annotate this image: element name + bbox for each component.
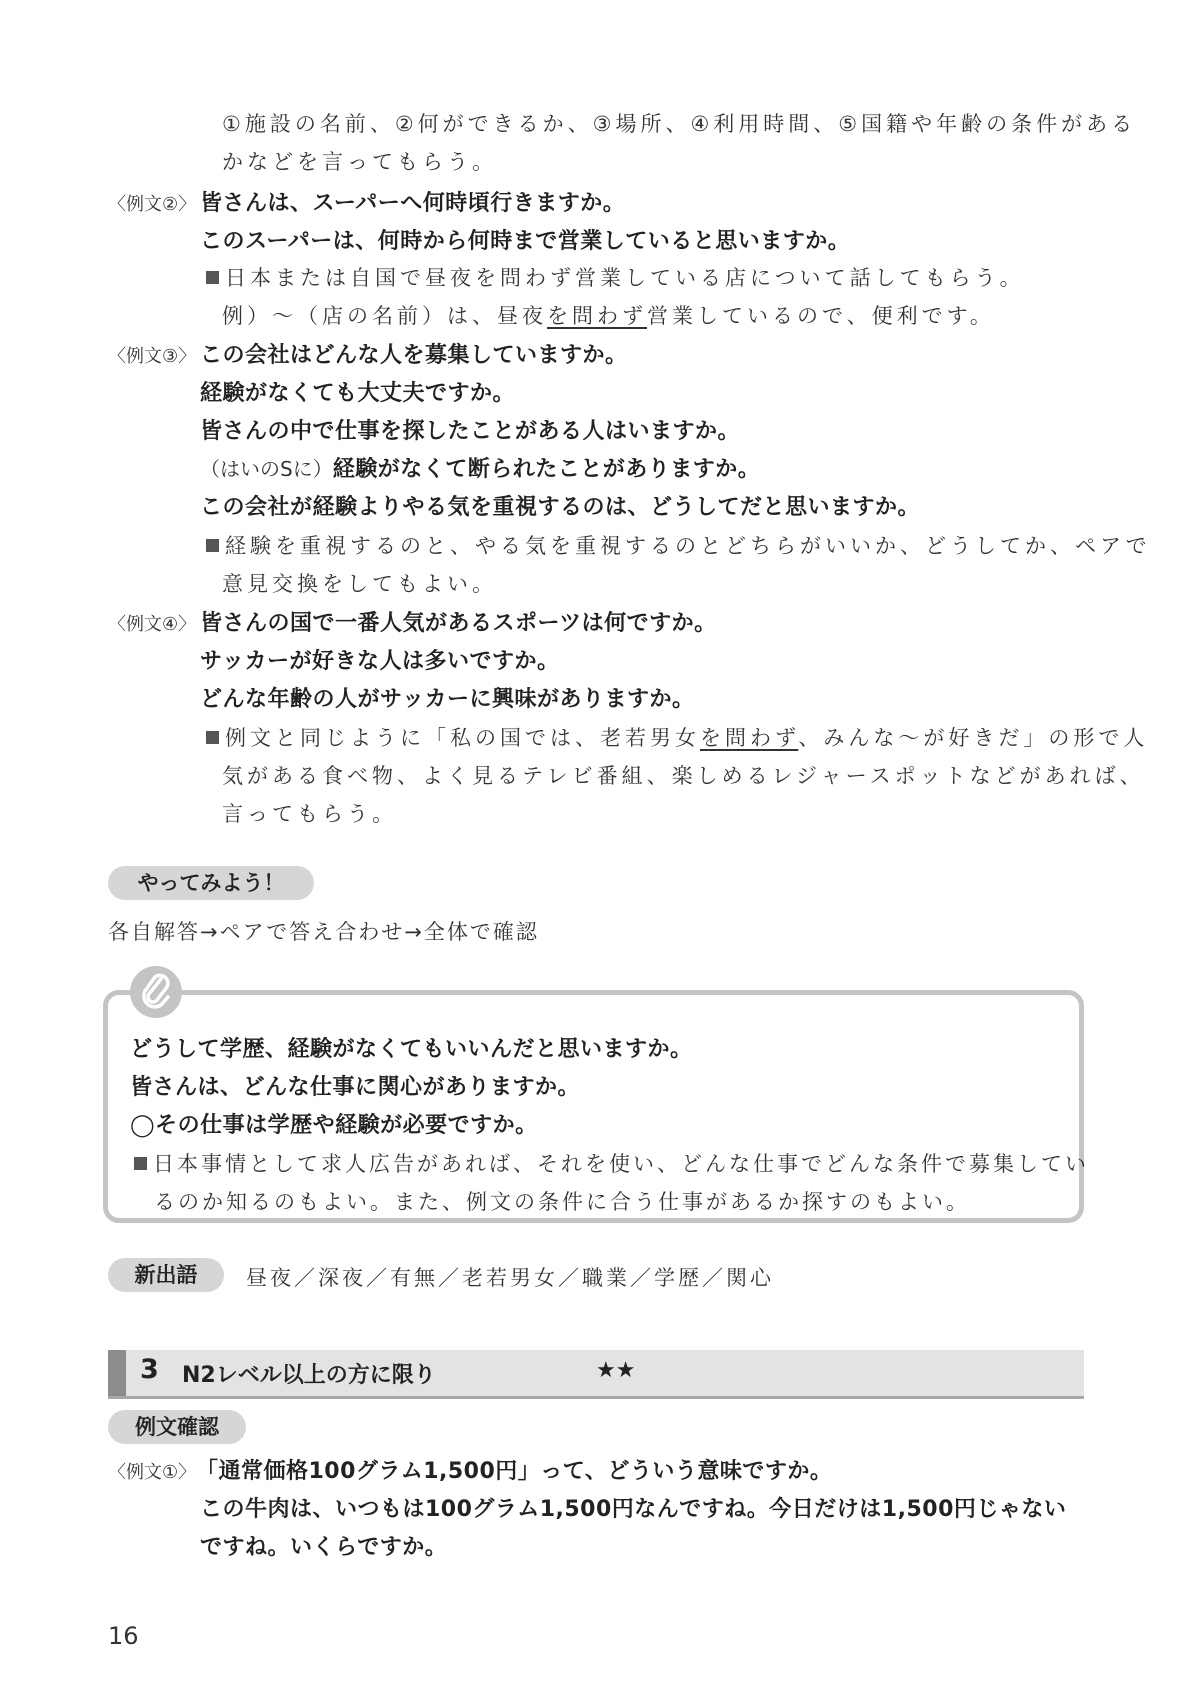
section-title: N2レベル以上の方に限り <box>182 1363 436 1388</box>
page-number: 16 <box>108 1622 139 1650</box>
s3-example-1-question-3: ですね。いくらですか。 <box>200 1535 448 1560</box>
example-3-note-1-text: 経験を重視するのと、やる気を重視するのとどちらがいいか、どうしてか、ペアで <box>225 534 1151 558</box>
note-text: 例）～（店の名前）は、昼夜 <box>222 304 547 328</box>
example-2-note-1-text: 日本または自国で昼夜を問わず営業している店について話してもらう。 <box>225 266 1025 290</box>
intro-note-line-1: ①施設の名前、②何ができるか、③場所、④利用時間、⑤国籍や年齢の条件がある <box>222 112 1137 136</box>
s3-example-1-label: 〈例文①〉 <box>108 1462 197 1483</box>
try-it-steps: 各自解答→ペアで答え合わせ→全体で確認 <box>108 920 539 944</box>
note-text: 、みんな～が好きだ」の形で人 <box>798 726 1149 750</box>
box-question-3: ◯その仕事は学歴や経験が必要ですか。 <box>130 1113 538 1138</box>
section-number: 3 <box>140 1354 159 1385</box>
example-3-question-2: 経験がなくても大丈夫ですか。 <box>200 381 516 406</box>
box-note-2: るのか知るのもよい。また、例文の条件に合う仕事があるか探すのもよい。 <box>154 1190 970 1214</box>
note-text: 例文と同じように「私の国では、老若男女 <box>225 726 700 750</box>
example-3-question-1: この会社はどんな人を募集していますか。 <box>200 343 628 368</box>
vocab-badge: 新出語 <box>108 1258 224 1292</box>
example-4-label: 〈例文④〉 <box>108 614 197 635</box>
paperclip-icon-graphic <box>130 966 182 1018</box>
intro-note-line-2: かなどを言ってもらう。 <box>222 150 497 174</box>
note-text: 営業しているので、便利です。 <box>647 304 995 328</box>
section-header <box>108 1350 1084 1399</box>
difficulty-stars: ★★ <box>596 1358 636 1383</box>
s3-example-1-question-2: この牛肉は、いつもは100グラム1,500円なんですね。今日だけは1,500円じゃない <box>200 1497 1067 1522</box>
square-bullet-icon <box>206 539 219 552</box>
question-prefix: （はいのSに） <box>200 457 333 481</box>
example-4-note-2: 気がある食べ物、よく見るテレビ番組、楽しめるレジャースポットなどがあれば、 <box>222 764 1145 788</box>
example-4-note-3: 言ってもらう。 <box>222 802 397 826</box>
example-check-badge: 例文確認 <box>108 1410 246 1444</box>
example-2-label: 〈例文②〉 <box>108 194 197 215</box>
example-3-note-1 <box>206 530 1151 560</box>
example-3-question-3: 皆さんの中で仕事を探したことがある人はいますか。 <box>200 419 741 444</box>
box-note-1 <box>134 1148 1089 1178</box>
question-text: 経験がなくて断られたことがありますか。 <box>332 457 761 482</box>
square-bullet-icon <box>206 731 219 744</box>
example-3-question-5: この会社が経験よりやる気を重視するのは、どうしてだと思いますか。 <box>200 495 921 520</box>
square-bullet-icon <box>134 1157 147 1170</box>
box-question-2: 皆さんは、どんな仕事に関心がありますか。 <box>130 1075 581 1100</box>
vocab-words: 昼夜／深夜／有無／老若男女／職業／学歴／関心 <box>246 1266 774 1290</box>
section-stripe <box>108 1350 126 1396</box>
example-3-note-2: 意見交換をしてもよい。 <box>222 572 497 596</box>
example-2-question-2: このスーパーは、何時から何時まで営業していると思いますか。 <box>200 229 851 254</box>
example-4-question-3: どんな年齢の人がサッカーに興味がありますか。 <box>200 687 695 712</box>
example-4-note-1 <box>206 722 1148 752</box>
example-4-question-1: 皆さんの国で一番人気があるスポーツは何ですか。 <box>200 611 717 636</box>
example-3-label: 〈例文③〉 <box>108 346 197 367</box>
try-it-badge: やってみよう！ <box>108 866 314 900</box>
box-note-1-text: 日本事情として求人広告があれば、それを使い、どんな仕事でどんな条件で募集してい <box>153 1152 1089 1176</box>
square-bullet-icon <box>206 271 219 284</box>
box-question-1: どうして学歴、経験がなくてもいいんだと思いますか。 <box>130 1037 693 1062</box>
example-4-question-2: サッカーが好きな人は多いですか。 <box>200 649 560 674</box>
example-3-question-4 <box>200 452 760 483</box>
underlined-grammar: を問わず <box>547 304 647 328</box>
paperclip-icon <box>130 966 182 1018</box>
example-2-question-1: 皆さんは、スーパーへ何時頃行きますか。 <box>200 191 626 216</box>
example-2-note-2 <box>222 300 995 330</box>
underlined-grammar: を問わず <box>700 726 799 750</box>
s3-example-1-question-1: 「通常価格100グラム1,500円」って、どういう意味ですか。 <box>196 1459 833 1484</box>
example-2-note-1 <box>206 262 1025 292</box>
